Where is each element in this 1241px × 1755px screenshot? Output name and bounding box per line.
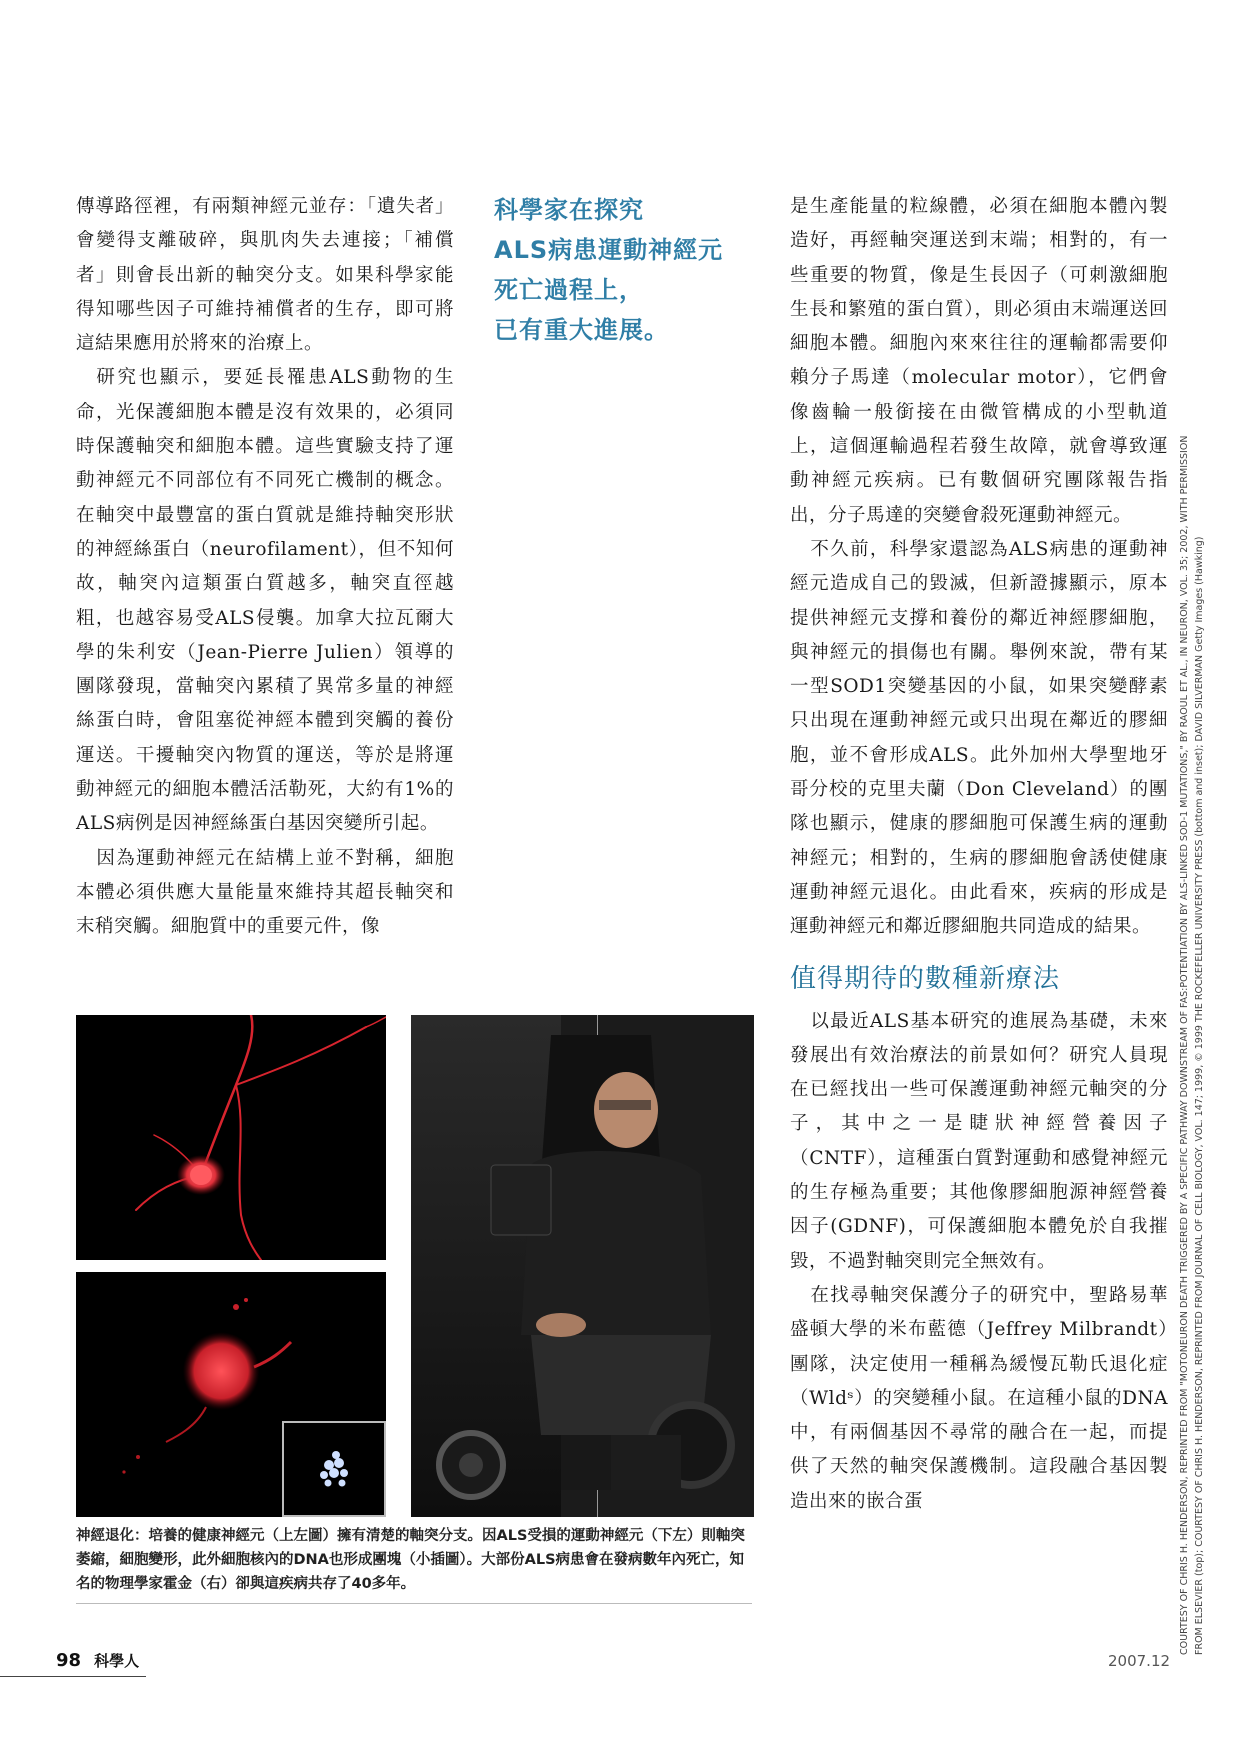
pull-quote (494, 190, 764, 350)
paragraph: 在找尋軸突保護分子的研究中，聖路易華盛頓大學的米布藍德（Jeffrey Milbrandt）團隊，決定使用一種稱為緩慢瓦勒氏退化症（Wldˢ）的突變種小鼠。在這種小鼠的DNA中，有兩個基因不尋常的融合在一起，而提供了天然的軸突保護機制。這段融合基因製造出來的嵌合蛋 (790, 1284, 1168, 1512)
pull-quote-line: 死亡過程上， (494, 276, 644, 304)
hawking-wheelchair-photo (411, 1015, 754, 1517)
figure-caption: 神經退化：培養的健康神經元（上左圖）擁有清楚的軸突分支。因ALS受損的運動神經元（下左）則軸突萎縮，細胞變形，此外細胞核內的DNA也形成團塊（小插圖）。大部份ALS病患會在發病數年內死亡，知名的物理學家霍金（右）卻與這疾病共存了40多年。 (76, 1528, 745, 1592)
issue-date: 2007.12 (1108, 1652, 1171, 1670)
paragraph: 因為運動神經元在結構上並不對稱，細胞本體必須供應大量能量來維持其超長軸突和末稍突觸。細胞質中的重要元件，像 (76, 847, 454, 938)
article-column-right (790, 190, 1168, 1519)
pull-quote-line: 已有重大進展。 (494, 316, 669, 344)
article-column-left (76, 190, 454, 945)
credit-line: COURTESY OF CHRIS H. HENDERSON, REPRINTED FROM "MOTONEURON DEATH TRIGGERED BY A SPECIFIC PATHWAY DOWNSTREAM OF FAS:POTENTIATION BY ALS-LINKED SOD-1 MUTATIONS," BY RAOUL ET AL., IN NEURON, VOL. 35; 2002, WITH PERMISSION (1179, 435, 1190, 1655)
pull-quote-line: ALS病患運動神經元 (494, 236, 724, 264)
dna-clump-inset-photo (282, 1421, 386, 1517)
healthy-neuron-photo (76, 1015, 386, 1260)
page-footer (56, 1650, 139, 1671)
magazine-name: 科學人 (94, 1652, 140, 1670)
caption-divider (76, 1603, 752, 1604)
paragraph: 傳導路徑裡，有兩類神經元並存：「遺失者」會變得支離破碎，與肌肉失去連接；「補償者」則會長出新的軸突分支。如果科學家能得知哪些因子可維持補償者的生存，即可將這結果應用於將來的治療上。 (76, 196, 454, 355)
pull-quote-line: 科學家在探究 (494, 196, 644, 224)
damaged-neuron-photo (76, 1272, 386, 1517)
paragraph: 不久前，科學家還認為ALS病患的運動神經元造成自己的毀滅，但新證據顯示，原本提供神經元支撐和養份的鄰近神經膠細胞，與神經元的損傷也有關。舉例來說，帶有某一型SOD1突變基因的小鼠，如果突變酵素只出現在運動神經元或只出現在鄰近的膠細胞，並不會形成ALS。此外加州大學聖地牙哥分校的克里夫蘭（Don Cleveland）的團隊也顯示，健康的膠細胞可保護生病的運動神經元；相對的，生病的膠細胞會誘使健康運動神經元退化。由此看來，疾病的形成是運動神經元和鄰近膠細胞共同造成的結果。 (790, 538, 1168, 938)
photo-credits (1177, 235, 1207, 1655)
paragraph: 研究也顯示，要延長罹患ALS動物的生命，光保護細胞本體是沒有效果的，必須同時保護軸突和細胞本體。這些實驗支持了運動神經元不同部位有不同死亡機制的概念。在軸突中最豐富的蛋白質就是維持軸突形狀的神經絲蛋白（neurofilament），但不知何故，軸突內這類蛋白質越多，軸突直徑越粗，也越容易受ALS侵襲。加拿大拉瓦爾大學的朱利安（Jean-Pierre Julien）領導的團隊發現，當軸突內累積了異常多量的神經絲蛋白時，會阻塞從神經本體到突觸的養份運送。干擾軸突內物質的運送，等於是將運動神經元的細胞本體活活勒死，大約有1%的ALS病例是因神經絲蛋白基因突變所引起。 (76, 367, 454, 835)
footer-divider (0, 1676, 146, 1677)
credit-line: FROM ELSEVIER (top); COURTESY OF CHRIS H. HENDERSON, REPRINTED FROM JOURNAL OF CELL BIOLOGY, VOL. 147; 1999, © 1999 THE ROCKEFELLER UNIVERSITY PRESS (bottom and inset); DAVID SILVERMAN Getty Images (Hawking) (1194, 536, 1205, 1655)
section-heading: 值得期待的數種新療法 (790, 963, 1061, 994)
page-number: 98 (56, 1650, 82, 1671)
paragraph: 以最近ALS基本研究的進展為基礎，未來發展出有效治療法的前景如何？研究人員現在已經找出一些可保護運動神經元軸突的分子，其中之一是睫狀神經營養因子（CNTF），這種蛋白質對運動和感覺神經元的生存極為重要；其他像膠細胞源神經營養因子(GDNF)，可保護細胞本體免於自我摧毀，不過對軸突則完全無效有。 (790, 1010, 1168, 1272)
paragraph: 是生產能量的粒線體，必須在細胞本體內製造好，再經軸突運送到末端；相對的，有一些重要的物質，像是生長因子（可刺激細胞生長和繁殖的蛋白質），則必須由末端運送回細胞本體。細胞內來來往往的運輸都需要仰賴分子馬達（molecular motor），它們會像齒輪一般銜接在由微管構成的小型軌道上，這個運輸過程若發生故障，就會導致運動神經元疾病。已有數個研究團隊報告指出，分子馬達的突變會殺死運動神經元。 (790, 196, 1168, 526)
